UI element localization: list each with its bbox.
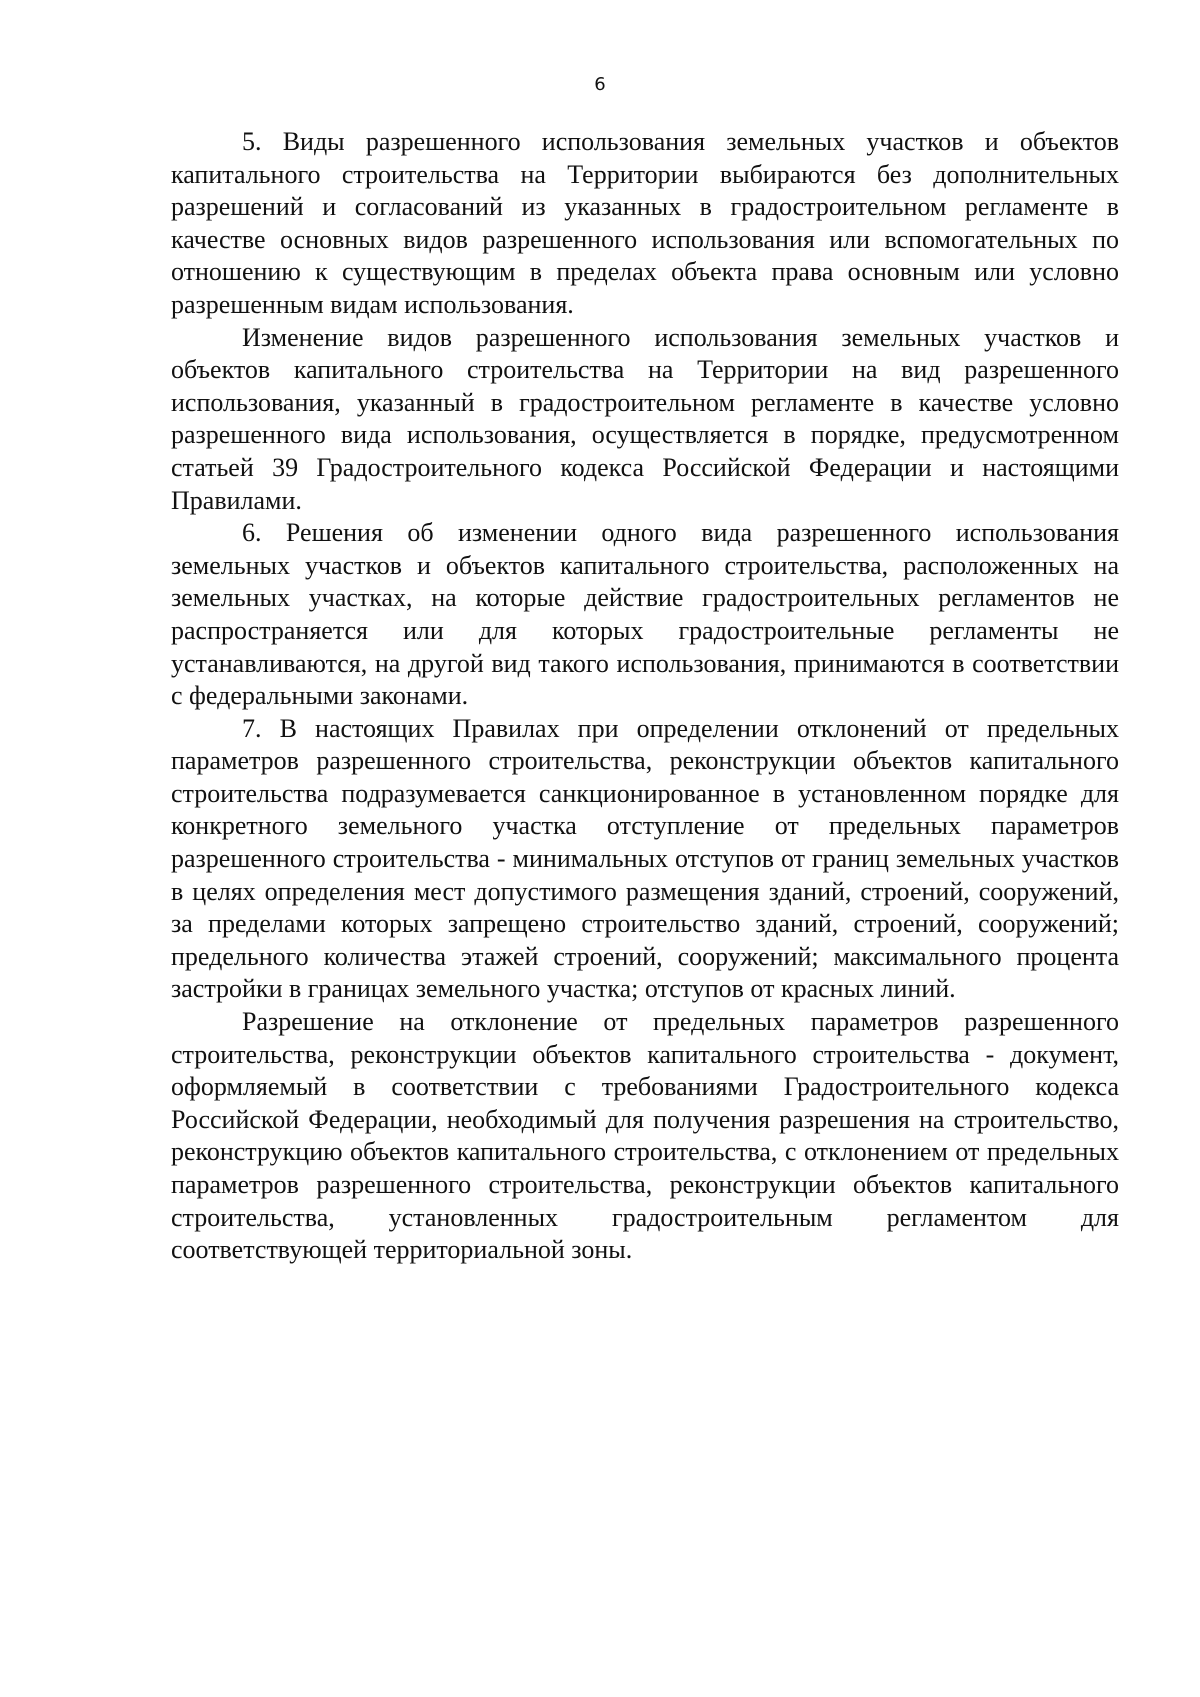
- page-number: 6: [594, 74, 606, 95]
- paragraph-deviation-permit: Разрешение на отклонение от предельных параметров разрешенного строительства, реконструкции объектов капитального строительства - документ, оформляемый в соответствии с требованиями Градостроительного кодекса Российской Федерации, необходимый для получения разрешения на строительство, реконструкцию объектов капитального строительства, с отклонением от предельных параметров разрешенного строительства, реконструкции объектов капитального строительства, установленных градостроительным регламентом для соответствующей территориальной зоны.: [171, 1007, 1119, 1265]
- paragraph-item-6: 6. Решения об изменении одного вида разрешенного использования земельных участков и объектов капитального строительства, расположенных на земельных участках, на которые действие градостроительных регламентов не распространяется или для которых градостроительные регламенты не устанавливаются, на другой вид такого использования, принимаются в соответствии с федеральными законами.: [171, 518, 1119, 711]
- document-body: [171, 126, 1119, 1267]
- paragraph-item-7: 7. В настоящих Правилах при определении отклонений от предельных параметров разрешенного строительства, реконструкции объектов капитального строительства подразумевается санкционированное в установленном порядке для конкретного земельного участка отступление от предельных параметров разрешенного строительства - минимальных отступов от границ земельных участков в целях определения мест допустимого размещения зданий, строений, сооружений, за пределами которых запрещено строительство зданий, строений, сооружений; предельного количества этажей строений, сооружений; максимального процента застройки в границах земельного участка; отступов от красных линий.: [171, 713, 1119, 1004]
- paragraph-change-of-use: Изменение видов разрешенного использования земельных участков и объектов капитального строительства на Территории на вид разрешенного использования, указанный в градостроительном регламенте в качестве условно разрешенного вида использования, осуществляется в порядке, предусмотренном статьей 39 Градостроительного кодекса Российской Федерации и настоящими Правилами.: [171, 322, 1119, 515]
- paragraph-item-5: 5. Виды разрешенного использования земельных участков и объектов капитального строительства на Территории выбираются без дополнительных разрешений и согласований из указанных в градостроительном регламенте в качестве основных видов разрешенного использования или вспомогательных по отношению к существующим в пределах объекта права основным или условно разрешенным видам использования.: [171, 127, 1119, 319]
